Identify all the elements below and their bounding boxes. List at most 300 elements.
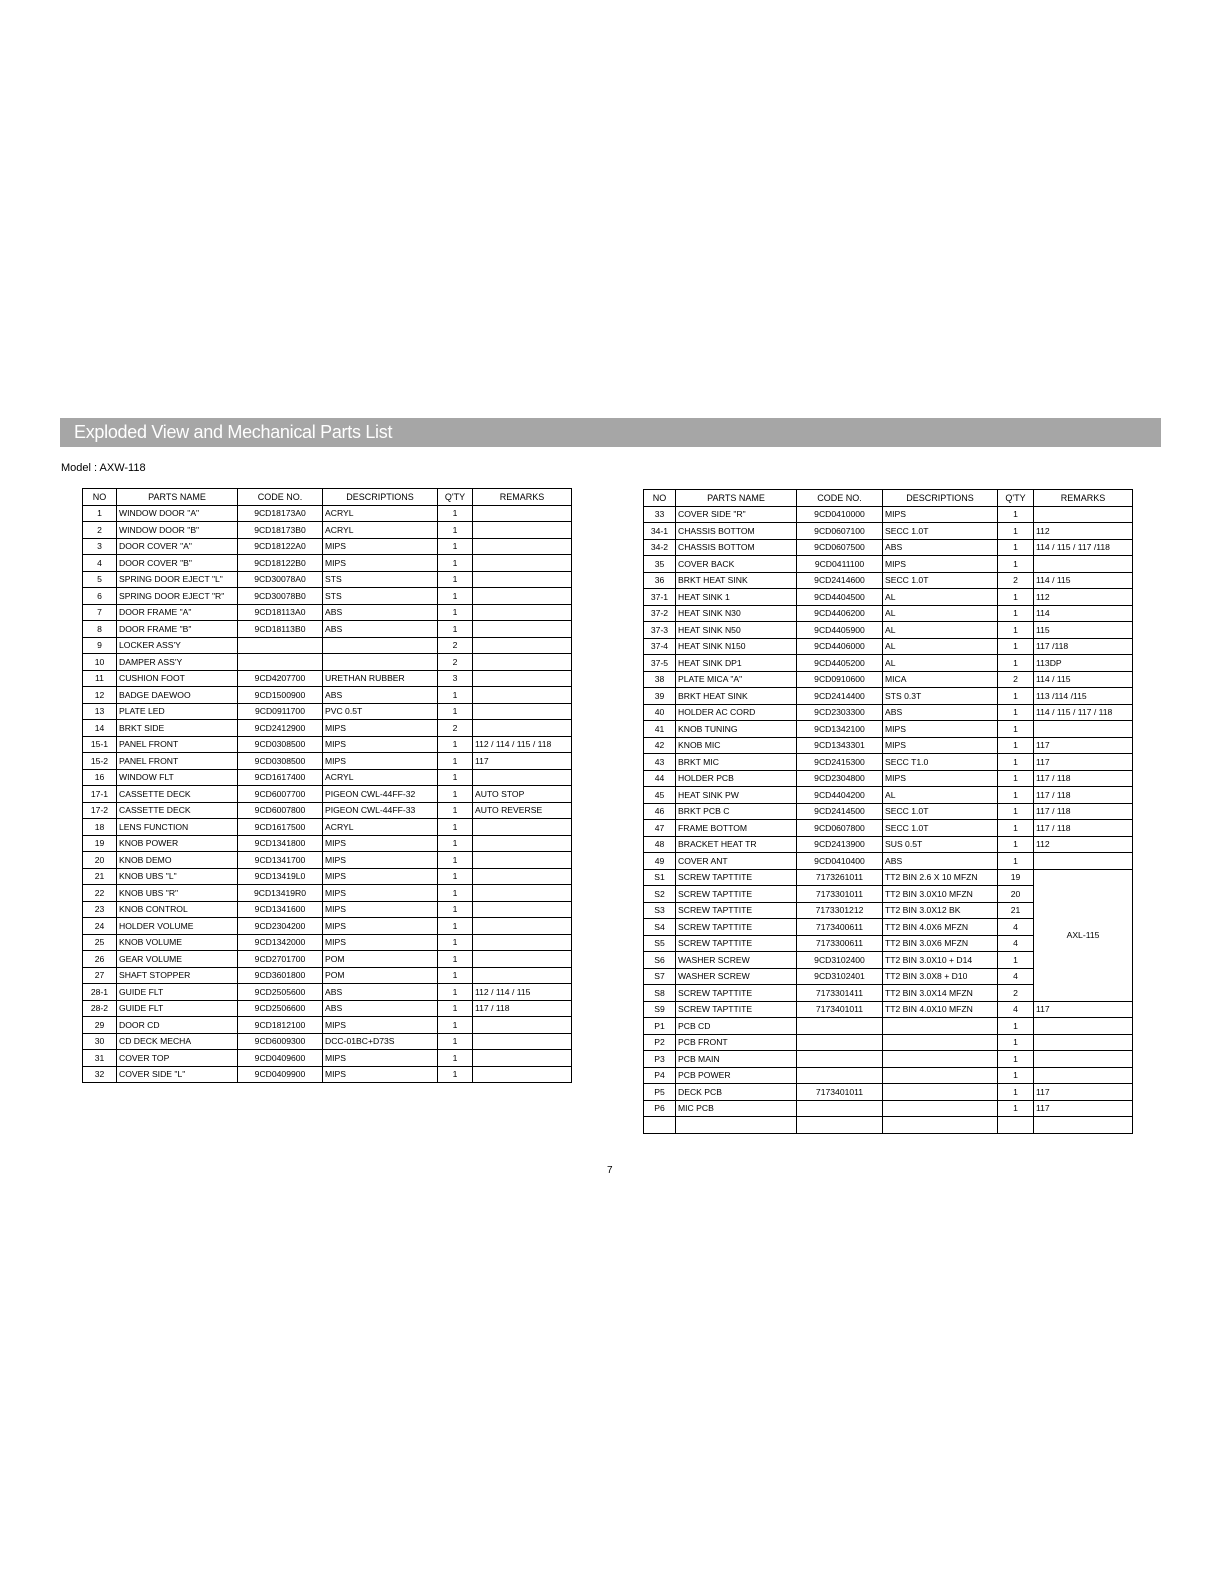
cell-code-no: 9CD0411100 — [797, 556, 883, 573]
cell-descriptions: MIPS — [323, 885, 438, 902]
cell-remarks: 113DP — [1034, 655, 1133, 672]
table-row — [644, 1100, 1133, 1117]
table-row — [83, 769, 572, 786]
cell-descriptions: MIPS — [323, 901, 438, 918]
cell-descriptions — [883, 1084, 998, 1101]
cell-parts-name: KNOB VOLUME — [117, 934, 238, 951]
cell-code-no: 9CD3102401 — [797, 968, 883, 985]
cell-remarks — [473, 654, 572, 671]
table-row — [83, 1017, 572, 1034]
cell-qty: 1 — [998, 506, 1034, 523]
cell-no: 42 — [644, 737, 676, 754]
cell-qty: 1 — [438, 802, 473, 819]
table-row — [644, 820, 1133, 837]
cell-qty: 21 — [998, 902, 1034, 919]
col-code-no: CODE NO. — [238, 489, 323, 506]
cell-descriptions: SECC T1.0 — [883, 754, 998, 771]
cell-remarks: 114 — [1034, 605, 1133, 622]
cell-no: 37-4 — [644, 638, 676, 655]
cell-descriptions: TT2 BIN 3.0X6 MFZN — [883, 935, 998, 952]
cell-code-no — [797, 1067, 883, 1084]
cell-descriptions: STS 0.3T — [883, 688, 998, 705]
cell-no: 29 — [83, 1017, 117, 1034]
cell-qty: 4 — [998, 919, 1034, 936]
cell-qty: 1 — [438, 621, 473, 638]
cell-descriptions: ABS — [323, 621, 438, 638]
cell-parts-name: DOOR COVER "B" — [117, 555, 238, 572]
cell-qty: 1 — [998, 688, 1034, 705]
cell-qty: 1 — [998, 1051, 1034, 1068]
col-no: NO — [644, 490, 676, 507]
cell-remarks — [473, 901, 572, 918]
cell-code-no: 9CD2304800 — [797, 770, 883, 787]
table-row — [83, 1000, 572, 1017]
cell-descriptions: MICA — [883, 671, 998, 688]
col-remarks: REMARKS — [1034, 490, 1133, 507]
cell-parts-name: HEAT SINK N150 — [676, 638, 797, 655]
cell-remarks — [473, 505, 572, 522]
cell-parts-name: BADGE DAEWOO — [117, 687, 238, 704]
cell-remarks — [473, 687, 572, 704]
cell-no: 48 — [644, 836, 676, 853]
cell-no: 38 — [644, 671, 676, 688]
cell-no: 36 — [644, 572, 676, 589]
table-row — [83, 835, 572, 852]
cell-qty: 1 — [998, 622, 1034, 639]
cell-remarks — [473, 1033, 572, 1050]
cell-qty: 1 — [998, 1100, 1034, 1117]
cell-qty: 1 — [438, 901, 473, 918]
cell-remarks: 117 /118 — [1034, 638, 1133, 655]
cell-remarks: 114 / 115 — [1034, 572, 1133, 589]
cell-remarks — [473, 885, 572, 902]
table-row — [83, 720, 572, 737]
cell-code-no: 9CD1342100 — [797, 721, 883, 738]
cell-code-no: 9CD0910600 — [797, 671, 883, 688]
cell-no: 8 — [83, 621, 117, 638]
cell-remarks — [1034, 1051, 1133, 1068]
cell-parts-name: FRAME BOTTOM — [676, 820, 797, 837]
cell-no: 37-1 — [644, 589, 676, 606]
cell-remarks: 114 / 115 — [1034, 671, 1133, 688]
col-remarks: REMARKS — [473, 489, 572, 506]
cell-qty: 1 — [438, 852, 473, 869]
cell-descriptions — [323, 637, 438, 654]
cell-parts-name: CUSHION FOOT — [117, 670, 238, 687]
cell-code-no — [797, 1117, 883, 1134]
cell-code-no: 9CD1342000 — [238, 934, 323, 951]
cell-descriptions: POM — [323, 967, 438, 984]
cell-parts-name: PLATE LED — [117, 703, 238, 720]
cell-parts-name: WASHER SCREW — [676, 952, 797, 969]
cell-remarks: 117 — [1034, 1084, 1133, 1101]
cell-code-no: 9CD1812100 — [238, 1017, 323, 1034]
table-header-row — [83, 489, 572, 506]
cell-parts-name: SCREW TAPTTITE — [676, 869, 797, 886]
cell-remarks: 117 — [1034, 737, 1133, 754]
cell-descriptions: STS — [323, 588, 438, 605]
cell-descriptions: MIPS — [323, 736, 438, 753]
cell-parts-name: DOOR COVER "A" — [117, 538, 238, 555]
cell-code-no: 9CD2304200 — [238, 918, 323, 935]
cell-no: 37-2 — [644, 605, 676, 622]
cell-code-no: 9CD18113B0 — [238, 621, 323, 638]
cell-qty: 1 — [998, 605, 1034, 622]
cell-remarks: 117 — [1034, 1100, 1133, 1117]
cell-descriptions: TT2 BIN 4.0X6 MFZN — [883, 919, 998, 936]
cell-code-no: 9CD6007800 — [238, 802, 323, 819]
cell-parts-name: PLATE MICA "A" — [676, 671, 797, 688]
cell-no: 49 — [644, 853, 676, 870]
cell-code-no: 9CD0607800 — [797, 820, 883, 837]
table-row — [644, 622, 1133, 639]
cell-code-no: 9CD1341600 — [238, 901, 323, 918]
cell-qty: 1 — [438, 934, 473, 951]
cell-qty: 1 — [438, 703, 473, 720]
cell-no: S4 — [644, 919, 676, 936]
cell-no: 17-1 — [83, 786, 117, 803]
cell-qty: 1 — [438, 967, 473, 984]
cell-qty: 4 — [998, 935, 1034, 952]
cell-parts-name: HEAT SINK N50 — [676, 622, 797, 639]
table-row — [83, 984, 572, 1001]
table-row — [83, 588, 572, 605]
cell-qty: 1 — [438, 885, 473, 902]
cell-parts-name: BRKT PCB C — [676, 803, 797, 820]
cell-no: P6 — [644, 1100, 676, 1117]
cell-remarks: 117 — [473, 753, 572, 770]
table-row — [644, 688, 1133, 705]
cell-parts-name: DOOR FRAME "B" — [117, 621, 238, 638]
cell-no: 5 — [83, 571, 117, 588]
cell-remarks: 117 / 118 — [1034, 820, 1133, 837]
cell-code-no: 9CD18122B0 — [238, 555, 323, 572]
cell-qty: 1 — [998, 1034, 1034, 1051]
cell-no: 37-5 — [644, 655, 676, 672]
table-row — [83, 555, 572, 572]
cell-descriptions: MIPS — [323, 1017, 438, 1034]
table-row — [644, 1117, 1133, 1134]
table-row — [644, 655, 1133, 672]
cell-parts-name: KNOB CONTROL — [117, 901, 238, 918]
cell-qty: 1 — [438, 538, 473, 555]
cell-code-no: 9CD2303300 — [797, 704, 883, 721]
cell-descriptions: MIPS — [323, 918, 438, 935]
cell-remarks: 117 / 118 — [1034, 787, 1133, 804]
cell-no: 6 — [83, 588, 117, 605]
cell-code-no — [797, 1034, 883, 1051]
cell-qty: 1 — [438, 571, 473, 588]
cell-code-no: 9CD6007700 — [238, 786, 323, 803]
cell-remarks — [473, 637, 572, 654]
table-row — [83, 736, 572, 753]
cell-descriptions: TT2 BIN 3.0X10 MFZN — [883, 886, 998, 903]
cell-remarks — [473, 670, 572, 687]
table-row — [644, 1051, 1133, 1068]
cell-no: 2 — [83, 522, 117, 539]
cell-code-no: 9CD0409900 — [238, 1066, 323, 1083]
table-row — [83, 918, 572, 935]
col-descriptions: DESCRIPTIONS — [883, 490, 998, 507]
cell-parts-name: WASHER SCREW — [676, 968, 797, 985]
table-row — [83, 1066, 572, 1083]
cell-remarks: 117 / 118 — [473, 1000, 572, 1017]
table-row — [83, 802, 572, 819]
cell-qty: 1 — [438, 522, 473, 539]
cell-parts-name: LOCKER ASS'Y — [117, 637, 238, 654]
cell-descriptions: ABS — [323, 984, 438, 1001]
cell-no: S7 — [644, 968, 676, 985]
cell-remarks — [473, 538, 572, 555]
cell-code-no: 9CD2505600 — [238, 984, 323, 1001]
cell-qty: 1 — [998, 704, 1034, 721]
cell-qty: 1 — [998, 539, 1034, 556]
cell-code-no: 9CD1341700 — [238, 852, 323, 869]
cell-qty: 1 — [998, 803, 1034, 820]
col-qty: Q'TY — [438, 489, 473, 506]
cell-code-no: 9CD2413900 — [797, 836, 883, 853]
cell-no: 10 — [83, 654, 117, 671]
cell-descriptions: SECC 1.0T — [883, 803, 998, 820]
cell-descriptions: ABS — [323, 604, 438, 621]
cell-remarks — [1034, 1034, 1133, 1051]
cell-remarks — [473, 621, 572, 638]
cell-code-no: 9CD4405900 — [797, 622, 883, 639]
cell-parts-name: SCREW TAPTTITE — [676, 1001, 797, 1018]
cell-parts-name: CHASSIS BOTTOM — [676, 523, 797, 540]
cell-parts-name: COVER SIDE "R" — [676, 506, 797, 523]
cell-parts-name: PCB FRONT — [676, 1034, 797, 1051]
cell-descriptions: MIPS — [323, 934, 438, 951]
cell-qty: 1 — [438, 951, 473, 968]
cell-descriptions: PIGEON CWL-44FF-32 — [323, 786, 438, 803]
cell-remarks — [473, 555, 572, 572]
cell-parts-name: DAMPER ASS'Y — [117, 654, 238, 671]
cell-qty: 1 — [438, 1066, 473, 1083]
cell-parts-name: KNOB MIC — [676, 737, 797, 754]
cell-descriptions: MIPS — [323, 753, 438, 770]
cell-code-no: 9CD4406200 — [797, 605, 883, 622]
table-row — [83, 571, 572, 588]
cell-code-no: 9CD4207700 — [238, 670, 323, 687]
table-row — [83, 703, 572, 720]
cell-descriptions: TT2 BIN 3.0X12 BK — [883, 902, 998, 919]
cell-descriptions — [883, 1051, 998, 1068]
table-row — [644, 523, 1133, 540]
cell-parts-name: SCREW TAPTTITE — [676, 935, 797, 952]
cell-no: 45 — [644, 787, 676, 804]
cell-code-no: 9CD30078A0 — [238, 571, 323, 588]
cell-no: 27 — [83, 967, 117, 984]
cell-parts-name: SCREW TAPTTITE — [676, 902, 797, 919]
table-row — [644, 803, 1133, 820]
cell-no: 34-2 — [644, 539, 676, 556]
cell-descriptions: SECC 1.0T — [883, 820, 998, 837]
cell-parts-name: PANEL FRONT — [117, 753, 238, 770]
cell-descriptions: ACRYL — [323, 505, 438, 522]
cell-parts-name: HOLDER VOLUME — [117, 918, 238, 935]
cell-remarks: 112 — [1034, 589, 1133, 606]
cell-qty: 1 — [438, 1017, 473, 1034]
cell-no: 12 — [83, 687, 117, 704]
cell-qty: 2 — [998, 671, 1034, 688]
cell-parts-name: HEAT SINK PW — [676, 787, 797, 804]
cell-qty: 1 — [438, 1033, 473, 1050]
table-row — [83, 538, 572, 555]
cell-descriptions: SECC 1.0T — [883, 523, 998, 540]
cell-remarks — [473, 769, 572, 786]
cell-qty: 1 — [438, 984, 473, 1001]
cell-descriptions — [883, 1018, 998, 1035]
col-parts-name: PARTS NAME — [676, 490, 797, 507]
cell-no: 17-2 — [83, 802, 117, 819]
cell-code-no: 9CD4406000 — [797, 638, 883, 655]
cell-parts-name: COVER BACK — [676, 556, 797, 573]
cell-descriptions: ABS — [323, 687, 438, 704]
table-row — [83, 522, 572, 539]
cell-code-no: 9CD0607100 — [797, 523, 883, 540]
parts-table-right — [643, 489, 1133, 1134]
col-qty: Q'TY — [998, 490, 1034, 507]
cell-code-no: 9CD0410000 — [797, 506, 883, 523]
cell-qty: 1 — [438, 687, 473, 704]
cell-descriptions: ABS — [883, 853, 998, 870]
cell-descriptions: ABS — [883, 704, 998, 721]
cell-parts-name: BRKT SIDE — [117, 720, 238, 737]
cell-code-no — [797, 1100, 883, 1117]
cell-remarks: 112 / 114 / 115 — [473, 984, 572, 1001]
cell-descriptions: URETHAN RUBBER — [323, 670, 438, 687]
cell-qty: 1 — [998, 523, 1034, 540]
cell-parts-name: SCREW TAPTTITE — [676, 985, 797, 1002]
table-row — [644, 853, 1133, 870]
section-title: Exploded View and Mechanical Parts List — [74, 422, 393, 442]
cell-code-no: 9CD2414500 — [797, 803, 883, 820]
cell-remarks: 112 — [1034, 523, 1133, 540]
cell-descriptions: MIPS — [323, 1050, 438, 1067]
cell-parts-name: BRKT HEAT SINK — [676, 572, 797, 589]
cell-no: 20 — [83, 852, 117, 869]
cell-parts-name: CD DECK MECHA — [117, 1033, 238, 1050]
cell-no: 9 — [83, 637, 117, 654]
cell-descriptions: STS — [323, 571, 438, 588]
cell-qty: 2 — [438, 654, 473, 671]
cell-parts-name: SPRING DOOR EJECT "R" — [117, 588, 238, 605]
cell-descriptions: SECC 1.0T — [883, 572, 998, 589]
cell-remarks — [1034, 506, 1133, 523]
cell-parts-name: COVER TOP — [117, 1050, 238, 1067]
cell-no: 15-2 — [83, 753, 117, 770]
cell-parts-name: GUIDE FLT — [117, 984, 238, 1001]
cell-code-no — [797, 1051, 883, 1068]
table-header-row — [644, 490, 1133, 507]
cell-qty: 19 — [998, 869, 1034, 886]
cell-qty: 1 — [438, 505, 473, 522]
cell-qty: 2 — [998, 985, 1034, 1002]
cell-no: 21 — [83, 868, 117, 885]
table-row — [644, 539, 1133, 556]
cell-parts-name: PANEL FRONT — [117, 736, 238, 753]
col-parts-name: PARTS NAME — [117, 489, 238, 506]
table-row — [83, 901, 572, 918]
cell-code-no: 7173301011 — [797, 886, 883, 903]
cell-descriptions: TT2 BIN 3.0X14 MFZN — [883, 985, 998, 1002]
cell-no: 14 — [83, 720, 117, 737]
cell-parts-name: KNOB DEMO — [117, 852, 238, 869]
table-row — [644, 1018, 1133, 1035]
cell-no: S5 — [644, 935, 676, 952]
cell-descriptions: TT2 BIN 3.0X10 + D14 — [883, 952, 998, 969]
cell-remarks: 114 / 115 / 117 / 118 — [1034, 704, 1133, 721]
cell-descriptions: TT2 BIN 2.6 X 10 MFZN — [883, 869, 998, 886]
table-row — [644, 638, 1133, 655]
cell-code-no: 7173400611 — [797, 919, 883, 936]
cell-code-no: 9CD2412900 — [238, 720, 323, 737]
table-row — [644, 589, 1133, 606]
cell-remarks — [1034, 556, 1133, 573]
cell-no: P5 — [644, 1084, 676, 1101]
cell-no: 40 — [644, 704, 676, 721]
table-row — [83, 852, 572, 869]
cell-remarks — [473, 1066, 572, 1083]
cell-descriptions: ACRYL — [323, 769, 438, 786]
cell-code-no: 9CD4404200 — [797, 787, 883, 804]
cell-no: 41 — [644, 721, 676, 738]
cell-remarks: 114 / 115 / 117 /118 — [1034, 539, 1133, 556]
cell-qty: 1 — [438, 604, 473, 621]
cell-no: 46 — [644, 803, 676, 820]
cell-code-no: 9CD0308500 — [238, 736, 323, 753]
cell-qty: 1 — [438, 786, 473, 803]
cell-code-no: 7173261011 — [797, 869, 883, 886]
cell-qty: 1 — [998, 589, 1034, 606]
cell-code-no: 9CD1343301 — [797, 737, 883, 754]
cell-remarks: 112 / 114 / 115 / 118 — [473, 736, 572, 753]
cell-no: 28-2 — [83, 1000, 117, 1017]
cell-descriptions: ACRYL — [323, 819, 438, 836]
cell-descriptions: PVC 0.5T — [323, 703, 438, 720]
cell-descriptions: ABS — [883, 539, 998, 556]
cell-remarks: 113 /114 /115 — [1034, 688, 1133, 705]
cell-qty: 1 — [998, 820, 1034, 837]
cell-code-no: 9CD2414600 — [797, 572, 883, 589]
table-row — [83, 687, 572, 704]
cell-code-no: 9CD3601800 — [238, 967, 323, 984]
cell-code-no: 9CD18173A0 — [238, 505, 323, 522]
cell-remarks — [473, 1017, 572, 1034]
cell-code-no: 9CD0308500 — [238, 753, 323, 770]
cell-parts-name: CHASSIS BOTTOM — [676, 539, 797, 556]
cell-no: 25 — [83, 934, 117, 951]
cell-code-no: 9CD4404500 — [797, 589, 883, 606]
cell-parts-name — [676, 1117, 797, 1134]
cell-qty: 1 — [438, 918, 473, 935]
cell-parts-name: PCB MAIN — [676, 1051, 797, 1068]
table-row — [644, 1034, 1133, 1051]
table-row — [644, 572, 1133, 589]
cell-descriptions: ACRYL — [323, 522, 438, 539]
table-row — [83, 654, 572, 671]
cell-qty: 1 — [998, 721, 1034, 738]
cell-remarks — [473, 522, 572, 539]
cell-remarks — [1034, 853, 1133, 870]
cell-code-no: 9CD1617400 — [238, 769, 323, 786]
cell-qty: 1 — [438, 1000, 473, 1017]
cell-parts-name: MIC PCB — [676, 1100, 797, 1117]
cell-qty: 1 — [998, 770, 1034, 787]
cell-parts-name: BRKT MIC — [676, 754, 797, 771]
cell-code-no: 9CD18122A0 — [238, 538, 323, 555]
